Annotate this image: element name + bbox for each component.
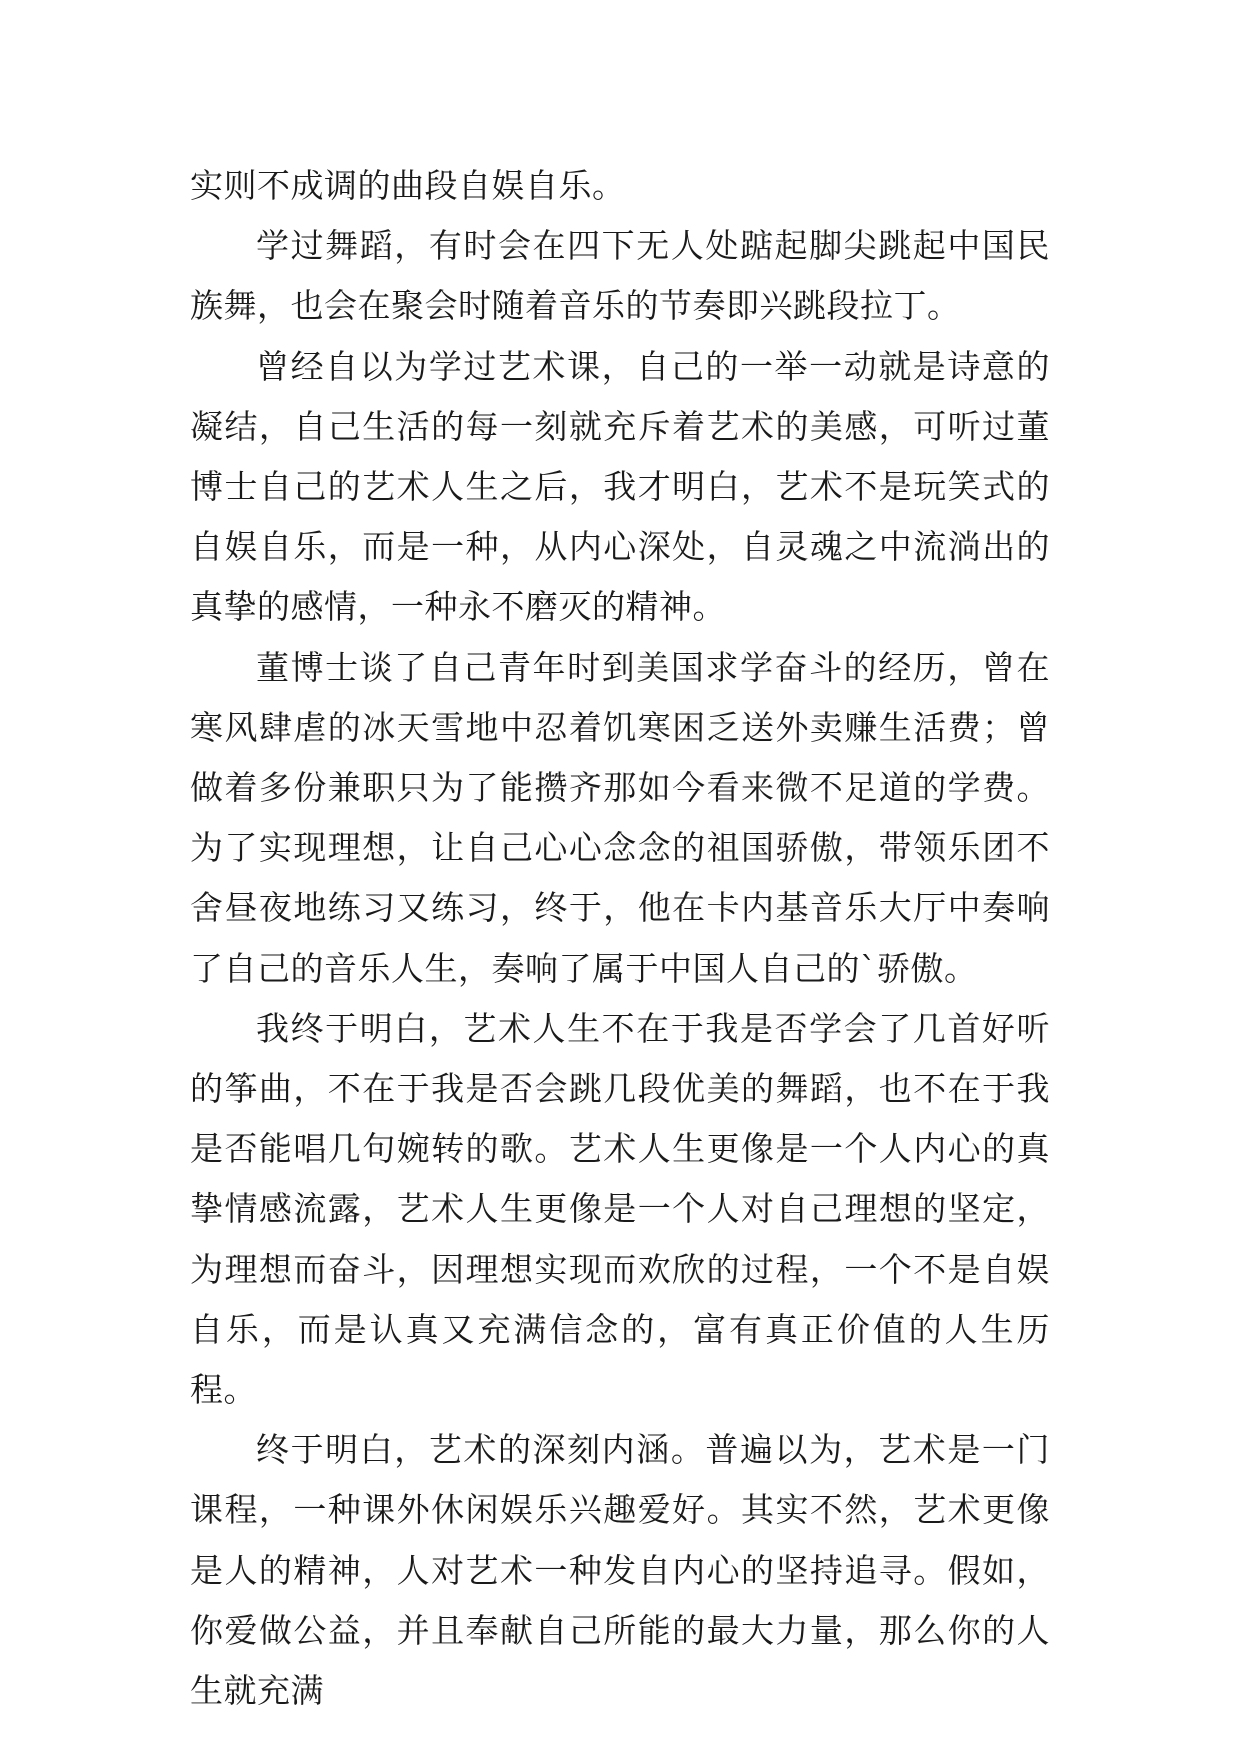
paragraph-dance: 学过舞蹈，有时会在四下无人处踮起脚尖跳起中国民族舞，也会在聚会时随着音乐的节奏即兴跳段拉丁。: [190, 226, 1050, 326]
paragraph-art-meaning: 终于明白，艺术的深刻内涵。普遍以为，艺术是一门课程，一种课外休闲娱乐兴趣爱好。其实不然，艺术更像是人的精神，人对艺术一种发自内心的坚持追寻。假如，你爱做公益，并且奉献自己所能的最大力量，那么你的人生就充满: [190, 1430, 1050, 1711]
paragraph-continuation: 实则不成调的曲段自娱自乐。: [190, 166, 626, 205]
paragraph-art-understanding: 曾经自以为学过艺术课，自己的一举一动就是诗意的凝结，自己生活的每一刻就充斥着艺术的美感，可听过董博士自己的艺术人生之后，我才明白，艺术不是玩笑式的自娱自乐，而是一种，从内心深处，自灵魂之中流淌出的真挚的感情，一种永不磨灭的精神。: [190, 346, 1050, 627]
paragraph-dr-dong-story: 董博士谈了自己青年时到美国求学奋斗的经历，曾在寒风肆虐的冰天雪地中忍着饥寒困乏送外卖赚生活费；曾做着多份兼职只为了能攒齐那如今看来微不足道的学费。为了实现理想，让自己心心念念的祖国骄傲，带领乐团不舍昼夜地练习又练习，终于，他在卡内基音乐大厅中奏响了自己的音乐人生，奏响了属于中国人自己的`骄傲。: [190, 647, 1050, 988]
paragraph-art-life: 我终于明白，艺术人生不在于我是否学会了几首好听的筝曲，不在于我是否会跳几段优美的舞蹈，也不在于我是否能唱几句婉转的歌。艺术人生更像是一个人内心的真挚情感流露，艺术人生更像是一个人对自己理想的坚定，为理想而奋斗，因理想实现而欢欣的过程，一个不是自娱自乐，而是认真又充满信念的，富有真正价值的人生历程。: [190, 1008, 1050, 1410]
document-body: [190, 156, 1050, 1721]
